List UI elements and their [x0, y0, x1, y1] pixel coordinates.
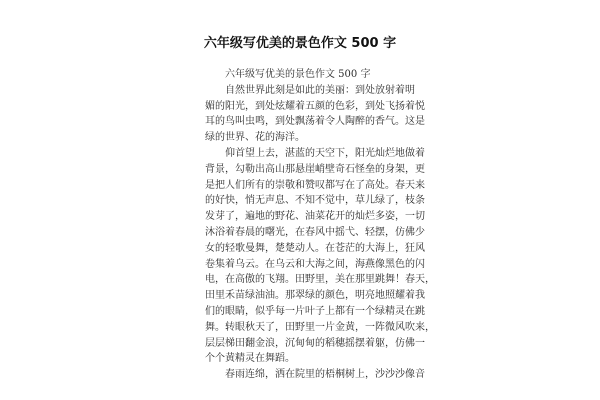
paragraph-first-line: 自然世界此刻是如此的美丽：到处放射着明 [225, 84, 415, 96]
paragraph-line: 田里禾苗绿油油。那翠绿的颜色，明亮地照耀着我 [205, 290, 425, 302]
document-title: 六年级写优美的景色作文 500 字 [203, 36, 397, 51]
paragraph-first-line: 春雨连绵，洒在院里的梧桐树上，沙沙沙像音 [225, 369, 425, 381]
document-subtitle: 六年级写优美的景色作文 500 字 [225, 69, 371, 80]
paragraph-line: 个个黄精灵在舞蹈。 [205, 353, 295, 365]
paragraph-line: 背景，勾勒出高山那悬崖峭壁奇石怪垒的身架，更 [205, 163, 425, 175]
paragraph-line: 卷集着乌云。在乌云和大海之间，海燕像黑色的闪 [205, 258, 425, 270]
paragraph-line: 耳的鸟叫虫鸣，到处飘荡着令人陶醉的香气。这是 [205, 116, 425, 128]
paragraph-line: 女的轻歌曼舞，楚楚动人。在苍茫的大海上，狂风 [205, 242, 425, 254]
paragraph-first-line: 仰首望上去，湛蓝的天空下，阳光灿烂地做着 [225, 147, 425, 159]
paragraph-line: 电，在高傲的飞翔。田野里，美在那里跳舞！春天， [205, 274, 435, 286]
paragraph-line: 是把人们所有的崇敬和赞叹都写在了高处。春天来 [205, 179, 425, 191]
paragraph-line: 们的眼睛，似乎每一片叶子上都有一个绿精灵在跳 [205, 305, 425, 317]
paragraph-line: 沐浴着春晨的曙光，在春风中摇弋、轻摆，仿佛少 [205, 226, 425, 238]
paragraph-line: 发芽了，遍地的野花、油菜花开的灿烂多姿，一切 [205, 211, 425, 223]
paragraph-line: 的好快，悄无声息、不知不觉中，草儿绿了，枝条 [205, 195, 425, 207]
paragraph-line: 绿的世界、花的海洋。 [205, 132, 305, 144]
document-body [205, 67, 435, 383]
paragraph-line: 舞。转眼秋天了，田野里一片金黄，一阵微风吹来， [205, 321, 435, 333]
paragraph-line: 媚的阳光，到处炫耀着五颜的色彩，到处飞扬着悦 [205, 100, 425, 112]
paragraph-line: 层层梯田翻金浪，沉甸甸的稻穗摇摆着躯，仿佛一 [205, 337, 425, 349]
